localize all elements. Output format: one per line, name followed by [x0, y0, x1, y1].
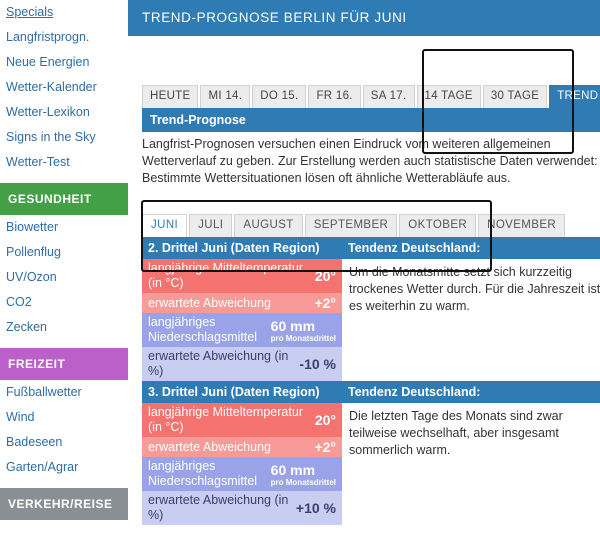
- tab-fr-16[interactable]: FR 16.: [308, 85, 360, 108]
- forecast-tabs: [142, 84, 600, 108]
- sidebar-item-wetter-lexikon[interactable]: Wetter-Lexikon: [6, 105, 90, 119]
- row-mean-temperature: [142, 403, 342, 437]
- row-label: langjährige Mitteltemperatur (in °C): [148, 405, 303, 434]
- main-content: [128, 0, 600, 558]
- row-precipitation-deviation: [142, 491, 342, 525]
- block-title: 3. Drittel Juni (Daten Region): [148, 385, 320, 399]
- block-body: [142, 403, 600, 525]
- row-label: langjähriges Niederschlagsmittel: [148, 459, 258, 488]
- row-precipitation-mean: [142, 457, 342, 491]
- row-value: +2°: [314, 439, 336, 455]
- trend-panel-title: Trend-Prognose: [142, 108, 600, 132]
- block-header: [142, 237, 600, 259]
- row-label: langjährige Mitteltemperatur (in °C): [148, 261, 303, 290]
- row-label: erwartete Abweichung (in %): [148, 493, 289, 522]
- row-value-unit: pro Monatsdrittel: [270, 477, 336, 487]
- row-label: erwartete Abweichung: [148, 295, 271, 310]
- month-tab-september[interactable]: SEPTEMBER: [305, 214, 398, 237]
- month-tab-august[interactable]: AUGUST: [234, 214, 302, 237]
- sidebar-item-wetter-test[interactable]: Wetter-Test: [6, 155, 70, 169]
- month-tab-juli[interactable]: JULI: [189, 214, 232, 237]
- tab-14-tage[interactable]: 14 TAGE: [417, 85, 481, 108]
- sidebar-item-wind[interactable]: Wind: [6, 410, 35, 424]
- block-tendenz-title: Tendenz Deutschland:: [348, 241, 481, 255]
- block-values: [142, 259, 342, 381]
- row-mean-temperature: [142, 259, 342, 293]
- block-values: [142, 403, 342, 525]
- month-tab-juni[interactable]: JUNI: [142, 214, 187, 237]
- block-title: 2. Drittel Juni (Daten Region): [148, 241, 320, 255]
- row-precipitation-mean: [142, 313, 342, 347]
- sidebar-item-wetter-kalender[interactable]: Wetter-Kalender: [6, 80, 97, 94]
- row-value: [271, 318, 336, 343]
- block-tendenz-title: Tendenz Deutschland:: [348, 385, 481, 399]
- sidebar-item-biowetter[interactable]: Biowetter: [6, 220, 59, 234]
- sidebar-item-garten-agrar[interactable]: Garten/Agrar: [6, 460, 79, 474]
- block-header: [142, 381, 600, 403]
- row-label: langjähriges Niederschlagsmittel: [148, 315, 258, 344]
- sidebar-section-freizeit: FREIZEIT: [0, 348, 128, 380]
- row-value: +2°: [314, 295, 336, 311]
- row-value-number: 60 mm: [270, 461, 316, 478]
- tab-mi-14[interactable]: MI 14.: [200, 85, 250, 108]
- row-precipitation-deviation: [142, 347, 342, 381]
- sidebar-item-specials[interactable]: Specials: [6, 5, 54, 19]
- row-value: 20°: [314, 412, 336, 428]
- page-title: TREND-PROGNOSE BERLIN FÜR JUNI: [128, 0, 600, 36]
- row-value-number: 60 mm: [270, 317, 316, 334]
- row-value: +10 %: [295, 500, 336, 516]
- forecast-block-second-third: [142, 237, 600, 381]
- row-label: erwartete Abweichung: [148, 439, 271, 454]
- sidebar-item-neue-energien[interactable]: Neue Energien: [6, 55, 90, 69]
- sidebar-item-co2[interactable]: CO2: [6, 295, 32, 309]
- sidebar-section-verkehr-reise: VERKEHR/REISE: [0, 488, 128, 520]
- month-tab-oktober[interactable]: OKTOBER: [399, 214, 476, 237]
- sidebar-item-uv-ozon[interactable]: UV/Ozon: [6, 270, 57, 284]
- month-tabs: [142, 213, 600, 237]
- row-value-unit: pro Monatsdrittel: [270, 333, 336, 343]
- row-value: 20°: [314, 268, 336, 284]
- sidebar-section-gesundheit: GESUNDHEIT: [0, 183, 128, 215]
- sidebar-item-badeseen[interactable]: Badeseen: [6, 435, 63, 449]
- sidebar: [0, 0, 128, 558]
- month-tab-november[interactable]: NOVEMBER: [478, 214, 565, 237]
- sidebar-item-signs-in-the-sky[interactable]: Signs in the Sky: [6, 130, 96, 144]
- row-value: [271, 462, 336, 487]
- tab-trend[interactable]: TREND: [549, 85, 600, 108]
- tab-do-15[interactable]: DO 15.: [252, 85, 306, 108]
- block-body: [142, 259, 600, 381]
- trend-panel-text: Langfrist-Prognosen versuchen einen Eindruck vom weiteren allgemeinen Wetterverlauf zu geben. Zur Erstellung werden auch statistische Daten verwendet: Bestimmte Wettersituationen lösen oft ähnliche Wetterabläufe aus.: [142, 137, 598, 185]
- tab-30-tage[interactable]: 30 TAGE: [483, 85, 547, 108]
- tab-sa-17[interactable]: SA 17.: [363, 85, 415, 108]
- sidebar-item-fussballwetter[interactable]: Fußballwetter: [6, 385, 82, 399]
- main-inner: [128, 84, 600, 525]
- sidebar-item-pollenflug[interactable]: Pollenflug: [6, 245, 61, 259]
- sidebar-item-zecken[interactable]: Zecken: [6, 320, 47, 334]
- sidebar-item-langfristprogn[interactable]: Langfristprogn.: [6, 30, 90, 44]
- forecast-block-third-third: [142, 381, 600, 525]
- block-tendenz-text: Um die Monatsmitte setzt sich kurzzeitig trockenes Wetter durch. Für die Jahreszeit ist es weiterhin zu warm.: [349, 265, 600, 313]
- row-value: -10 %: [299, 356, 336, 372]
- row-temperature-deviation: [142, 293, 342, 313]
- block-tendenz-text: Die letzten Tage des Monats sind zwar teilweise wechselhaft, aber insgesamt sommerlich warm.: [349, 409, 563, 457]
- tab-heute[interactable]: HEUTE: [142, 85, 198, 108]
- row-temperature-deviation: [142, 437, 342, 457]
- row-label: erwartete Abweichung (in %): [148, 349, 289, 378]
